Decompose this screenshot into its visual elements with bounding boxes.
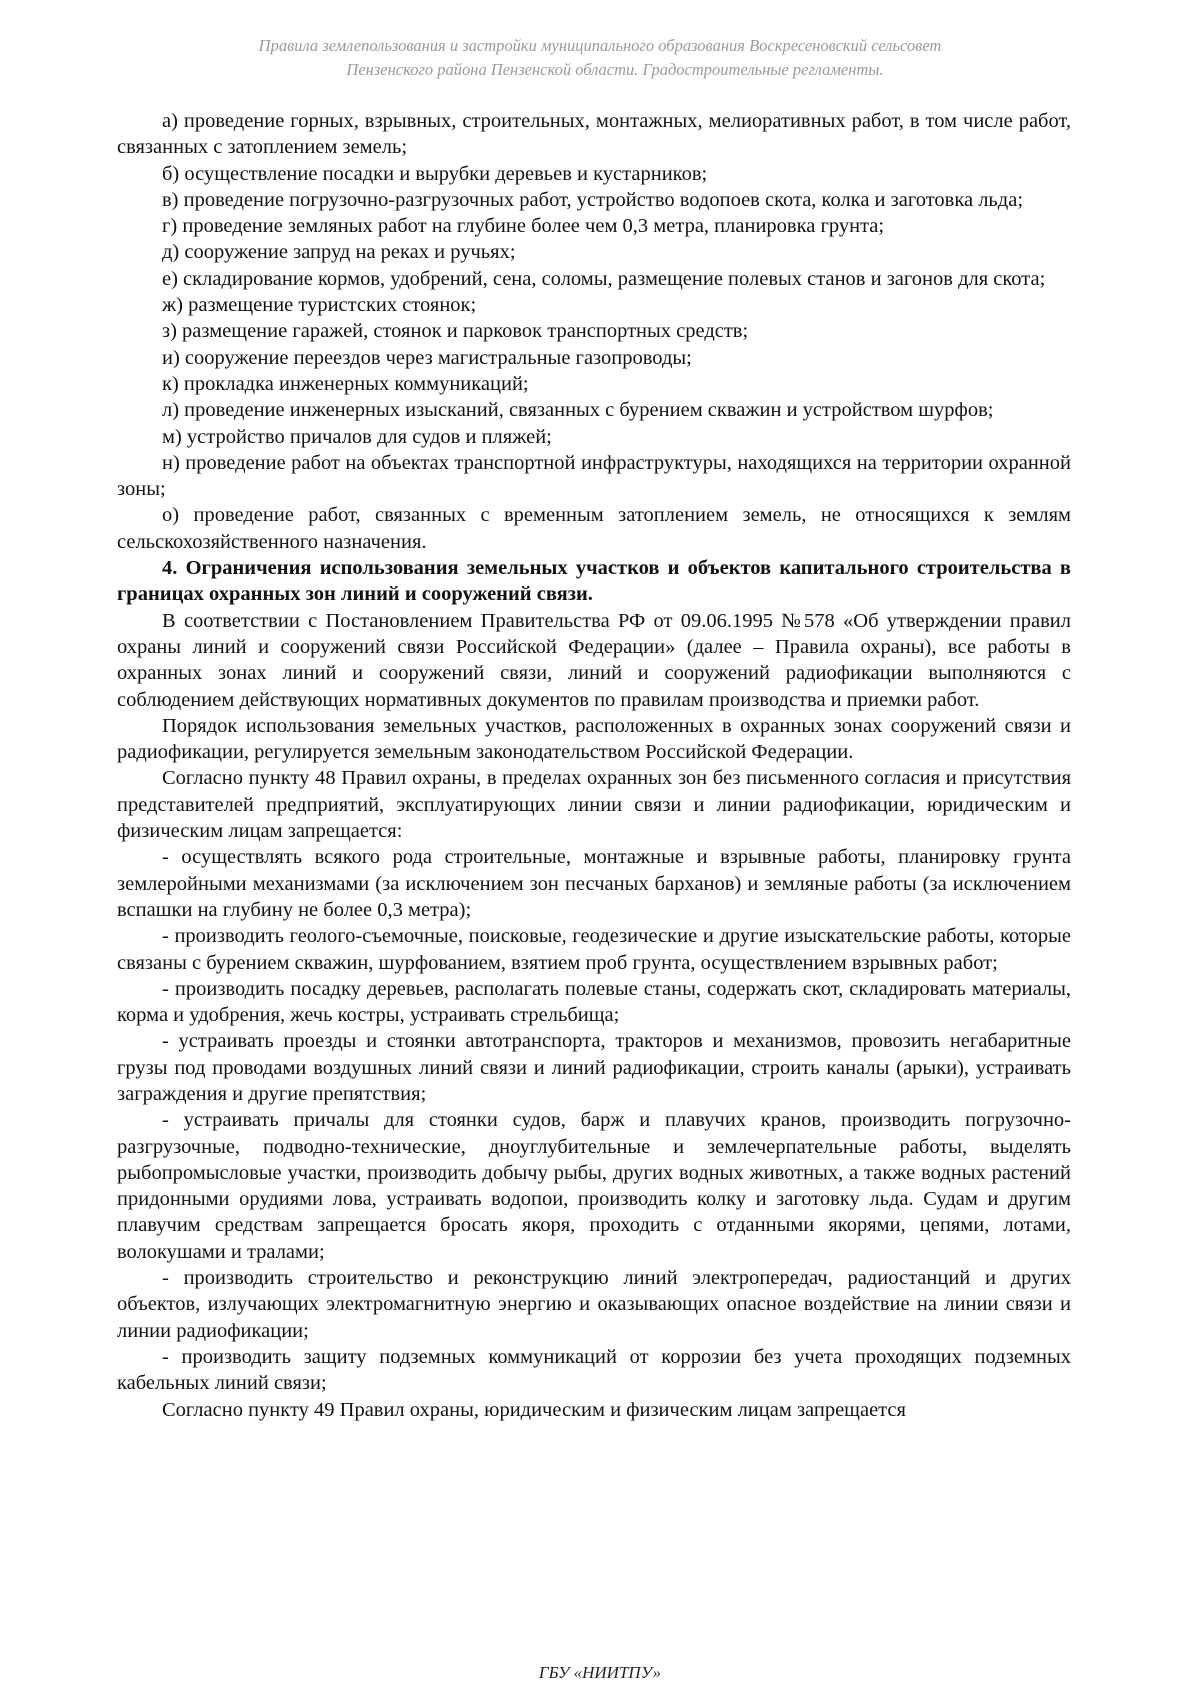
list-item: к) прокладка инженерных коммуникаций; bbox=[162, 372, 529, 395]
list-item: и) сооружение переездов через магистральные газопроводы; bbox=[162, 346, 692, 369]
header-line-2: Пензенского района Пензенской области. Градостроительные регламенты. bbox=[346, 60, 884, 79]
list-item: - производить посадку деревьев, располагать полевые станы, содержать скот, складировать материалы, корма и удобрения, жечь костры, устраивать стрельбища; bbox=[117, 977, 1071, 1027]
paragraph: В соответствии с Постановлением Правительства РФ от 09.06.1995 №578 «Об утверждении правил охраны линий и сооружений связи Российской Федерации» (далее – Правила охраны), все работы в охранных зонах линий и сооружений связи, линий и сооружений радиофикации выполняются с соблюдением действующих нормативных документов по правилам производства и приемки работ. bbox=[117, 609, 1071, 711]
list-item: в) проведение погрузочно-разгрузочных работ, устройство водопоев скота, колка и заготовка льда; bbox=[162, 188, 1024, 211]
list-item: - производить защиту подземных коммуникаций от коррозии без учета проходящих подземных кабельных линий связи; bbox=[117, 1345, 1071, 1395]
section-heading: 4. Ограничения использования земельных участков и объектов капитального строительства в границах охранных зон линий и сооружений связи. bbox=[117, 557, 1071, 606]
list-item: - производить строительство и реконструкцию линий электропередач, радиостанций и других объектов, излучающих электромагнитную энергию и оказывающих опасное воздействие на линии связи и линии радиофикации; bbox=[117, 1267, 1071, 1342]
list-item: д) сооружение запруд на реках и ручьях; bbox=[162, 241, 516, 264]
list-item: з) размещение гаражей, стоянок и парковок транспортных средств; bbox=[162, 320, 749, 343]
list-item: ж) размещение туристских стоянок; bbox=[162, 294, 477, 317]
list-item: а) проведение горных, взрывных, строительных, монтажных, мелиоративных работ, в том числе работ, связанных с затоплением земель; bbox=[117, 110, 1071, 159]
header-line-1: Правила землепользования и застройки муниципального образования Воскресеновский сельсовет bbox=[258, 36, 942, 55]
document-body bbox=[117, 108, 1071, 1423]
list-item: - устраивать проезды и стоянки автотранспорта, тракторов и механизмов, провозить негабаритные грузы под проводами воздушных линий связи и линий радиофикации, строить каналы (арыки), устраивать заграждения и другие препятствия; bbox=[117, 1030, 1071, 1105]
paragraph: Согласно пункту 48 Правил охраны, в пределах охранных зон без письменного согласия и присутствия представителей предприятий, эксплуатирующих линии связи и линии радиофикации, юридическим и физическим лицам запрещается: bbox=[117, 767, 1071, 843]
paragraph: Порядок использования земельных участков, расположенных в охранных зонах сооружений связи и радиофикации, регулируется земельным законодательством Российской Федерации. bbox=[117, 714, 1071, 764]
list-item: л) проведение инженерных изысканий, связанных с бурением скважин и устройством шурфов; bbox=[162, 399, 994, 422]
running-header bbox=[0, 34, 1200, 82]
page-footer: ГБУ «НИИТПУ» bbox=[538, 1663, 662, 1682]
list-item: - осуществлять всякого рода строительные, монтажные и взрывные работы, планировку грунта землеройными механизмами (за исключением зон песчаных барханов) и земляные работы (за исключением вспашки на глубину не более 0,3 метра); bbox=[117, 846, 1071, 921]
list-item: г) проведение земляных работ на глубине более чем 0,3 метра, планировка грунта; bbox=[162, 215, 885, 238]
list-item: е) складирование кормов, удобрений, сена, соломы, размещение полевых станов и загонов для скота; bbox=[162, 267, 1046, 290]
list-item: н) проведение работ на объектах транспортной инфраструктуры, находящихся на территории охранной зоны; bbox=[117, 451, 1071, 501]
list-item: б) осуществление посадки и вырубки деревьев и кустарников; bbox=[162, 162, 708, 185]
list-item: м) устройство причалов для судов и пляжей; bbox=[162, 425, 552, 448]
paragraph: Согласно пункту 49 Правил охраны, юридическим и физическим лицам запрещается bbox=[162, 1398, 906, 1421]
list-item: о) проведение работ, связанных с временным затоплением земель, не относящихся к землям сельскохозяйственного назначения. bbox=[117, 504, 1071, 553]
list-item: - устраивать причалы для стоянки судов, барж и плавучих кранов, производить погрузочно-разгрузочные, подводно-технические, дноуглубительные и землечерпательные работы, выделять рыбопромысловые участки, производить добычу рыбы, других водных животных, а также водных растений придонными орудиями лова, устраивать водопои, производить колку и заготовку льда. Судам и другим плавучим средствам запрещается бросать якоря, проходить с отданными якорями, цепями, лотами, волокушами и тралами; bbox=[117, 1109, 1071, 1263]
list-item: - производить геолого-съемочные, поисковые, геодезические и другие изыскательские работы, которые связаны с бурением скважин, шурфованием, взятием проб грунта, осуществлением взрывных работ; bbox=[117, 925, 1071, 974]
